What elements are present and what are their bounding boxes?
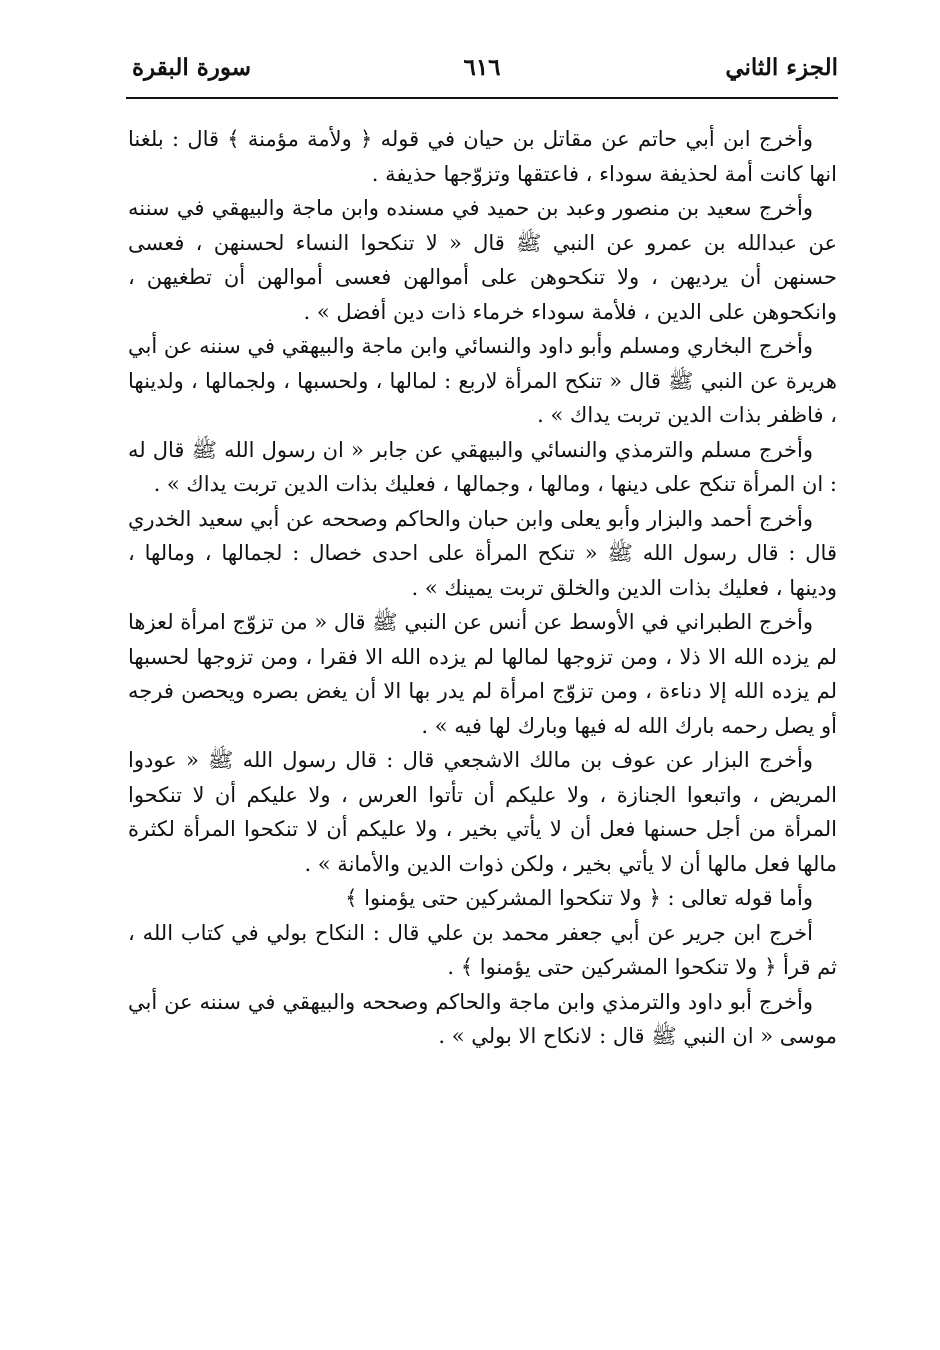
part-title: الجزء الثاني — [725, 54, 838, 81]
paragraph-6: وأخرج الطبراني في الأوسط عن أنس عن النبي ﷺ قال « من تزوّج امرأة لعزها لم يزده الله الا ذلا ، ومن تزوجها لمالها لم يزده الله الا فقرا ، ومن تزوجها لحسبها لم يزده الله إلا دناءة ، ومن تزوّج امرأة لم يدر بها الا أن يغض بصره ويحصن فرجه أو يصل رحمه بارك الله له فيها وبارك لها فيه » . — [128, 610, 837, 738]
paragraph-4: وأخرج مسلم والترمذي والنسائي والبيهقي عن جابر « ان رسول الله ﷺ قال له : ان المرأة تنكح على دينها ، ومالها ، وجمالها ، فعليك بذات الدين تربت يداك » . — [128, 437, 837, 496]
paragraph-7: وأخرج البزار عن عوف بن مالك الاشجعي قال : قال رسول الله ﷺ « عودوا المريض ، واتبعوا الجنازة ، ولا عليكم أن تأتوا العرس ، ولا عليكم أن لا تنكحوا المرأة من أجل حسنها فعل أن لا يأتي بخير ، ولا عليكم أن لا تنكحوا المرأة لكثرة مالها فعل مالها أن لا يأتي بخير ، ولكن ذوات الدين والأمانة » . — [128, 748, 837, 876]
paragraph-2: وأخرج سعيد بن منصور وعبد بن حميد في مسنده وابن ماجة والبيهقي في سننه عن عبدالله بن عمرو عن النبي ﷺ قال « لا تنكحوا النساء لحسنهن ، فعسى حسنهن أن يرديهن ، ولا تنكحوهن على أموالهن فعسى أموالهن أن تطغيهن ، وانكحوهن على الدين ، فلأمة سوداء خرماء ذات دين أفضل » . — [128, 196, 837, 324]
paragraph-9: أخرج ابن جرير عن أبي جعفر محمد بن علي قال : النكاح بولي في كتاب الله ، ثم قرأ ﴿ ولا تنكحوا المشركين حتى يؤمنوا ﴾ . — [128, 920, 837, 979]
paragraph-1: وأخرج ابن أبي حاتم عن مقاتل بن حيان في قوله ﴿ ولأمة مؤمنة ﴾ قال : بلغنا انها كانت أمة لحذيفة سوداء ، فاعتقها وتزوّجها حذيفة . — [128, 127, 837, 186]
surah-title: سورة البقرة — [132, 54, 252, 81]
page-body — [128, 122, 837, 1054]
page-header — [126, 44, 838, 94]
paragraph-5: وأخرج أحمد والبزار وأبو يعلى وابن حبان والحاكم وصححه عن أبي سعيد الخدري قال : قال رسول الله ﷺ « تنكح المرأة على احدى خصال : لجمالها ، ومالها ، ودينها ، فعليك بذات الدين والخلق تربت يمينك » . — [128, 506, 837, 600]
paragraph-3: وأخرج البخاري ومسلم وأبو داود والنسائي وابن ماجة والبيهقي في سننه عن أبي هريرة عن النبي ﷺ قال « تنكح المرأة لاربع : لمالها ، ولحسبها ، ولجمالها ، ولدينها ، فاظفر بذات الدين تربت يداك » . — [128, 334, 837, 427]
paragraph-8: وأما قوله تعالى : ﴿ ولا تنكحوا المشركين حتى يؤمنوا ﴾ — [345, 886, 813, 910]
page-number: ٦١٦ — [463, 54, 501, 81]
header-rule — [126, 97, 838, 99]
paragraph-10: وأخرج أبو داود والترمذي وابن ماجة والحاكم وصححه والبيهقي في سننه عن أبي موسى « ان النبي ﷺ قال : لانكاح الا بولي » . — [128, 989, 837, 1048]
